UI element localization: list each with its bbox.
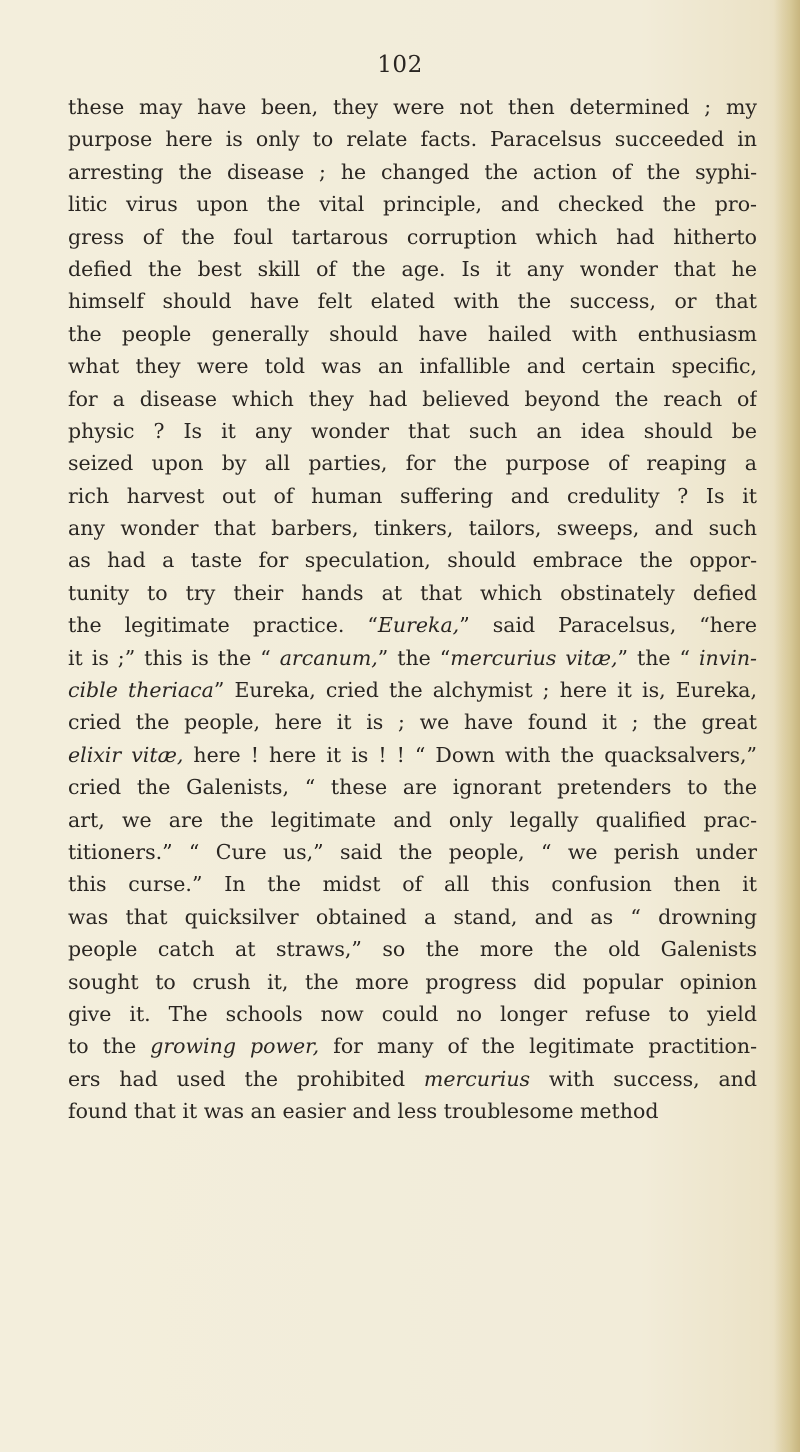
text-run: ” Eureka, cried the alchymist ; here it is, Eureka, <box>213 678 757 703</box>
page-number: 102 <box>377 52 423 78</box>
text-line <box>68 188 757 220</box>
text-run: with success, and <box>530 1066 757 1091</box>
text-line <box>68 480 757 512</box>
text-line <box>68 674 757 706</box>
text-line <box>68 123 757 155</box>
text-line <box>68 415 757 447</box>
text-line <box>68 933 757 965</box>
italic-text-run: growing power, <box>150 1034 320 1059</box>
text-run: cried the people, here it is ; we have found it ; the great <box>68 710 757 735</box>
text-line <box>68 447 757 479</box>
text-run: was that quicksilver obtained a stand, and as “ drowning <box>68 904 757 929</box>
italic-text-run: Eureka, <box>377 613 460 638</box>
text-run: these may have been, they were not then determined ; my <box>68 95 757 119</box>
text-line <box>68 1030 757 1062</box>
text-run: to the <box>68 1034 151 1059</box>
text-run: give it. The schools now could no longer refuse to yield <box>68 1001 757 1026</box>
text-line <box>68 804 757 836</box>
text-run: defied the best skill of the age. Is it any wonder that he <box>68 256 757 281</box>
text-run: tunity to try their hands at that which obstinately defied <box>68 580 757 605</box>
text-run: what they were told was an infallible and certain specific, <box>68 354 757 379</box>
text-line <box>68 739 757 771</box>
page-edge-shadow <box>774 0 800 1452</box>
text-run: for a disease which they had believed beyond the reach of <box>68 386 757 411</box>
text-run: ers had used the prohibited <box>68 1066 424 1091</box>
text-line <box>68 1063 757 1095</box>
text-line <box>68 836 757 868</box>
text-run: physic ? Is it any wonder that such an idea should be <box>68 418 757 443</box>
text-line <box>68 771 757 803</box>
text-run: ” said Paracelsus, “here <box>459 613 757 638</box>
text-run: gress of the foul tartarous corruption which had hitherto <box>68 224 757 249</box>
italic-text-run: invin- <box>698 645 757 670</box>
text-run: sought to crush it, the more progress did popular opinion <box>68 969 757 994</box>
text-run: ” the “ <box>617 645 699 670</box>
text-line <box>68 91 757 123</box>
text-run: litic virus upon the vital principle, and checked the pro- <box>68 192 757 217</box>
text-run: for many of the legitimate practition- <box>319 1034 757 1059</box>
text-run: arresting the disease ; he changed the action of the syphi- <box>68 159 757 184</box>
text-run: seized upon by all parties, for the purpose of reaping a <box>68 451 757 476</box>
text-line <box>68 1095 757 1127</box>
text-line <box>68 318 757 350</box>
text-run: purpose here is only to relate facts. Paracelsus succeeded in <box>68 127 757 152</box>
text-line <box>68 221 757 253</box>
text-run: the people generally should have hailed with enthusiasm <box>68 321 757 346</box>
text-run: any wonder that barbers, tinkers, tailors, sweeps, and such <box>68 516 757 541</box>
text-line <box>68 253 757 285</box>
text-line <box>68 285 757 317</box>
text-line <box>68 609 757 641</box>
body-paragraph <box>68 91 757 1128</box>
text-line <box>68 998 757 1030</box>
text-line <box>68 868 757 900</box>
text-line <box>68 512 757 544</box>
text-run: cried the Galenists, “ these are ignorant pretenders to the <box>68 775 757 800</box>
text-run: this curse.” In the midst of all this confusion then it <box>68 872 757 897</box>
italic-text-run: arcanum, <box>279 645 378 670</box>
text-run: art, we are the legitimate and only legally qualified prac- <box>68 807 757 832</box>
text-line <box>68 544 757 576</box>
text-run: rich harvest out of human suffering and credulity ? Is it <box>68 483 757 508</box>
text-line <box>68 383 757 415</box>
italic-text-run: mercurius <box>423 1066 531 1091</box>
text-line <box>68 966 757 998</box>
text-run: as had a taste for speculation, should embrace the oppor- <box>68 548 757 573</box>
text-line <box>68 156 757 188</box>
text-line <box>68 350 757 382</box>
italic-text-run: mercurius vitæ, <box>450 645 618 670</box>
italic-text-run: cible theriaca <box>68 678 214 703</box>
text-line <box>68 577 757 609</box>
text-run: found that it was an easier and less troublesome method <box>68 1099 659 1124</box>
text-line <box>68 706 757 738</box>
text-run: people catch at straws,” so the more the old Galenists <box>68 937 757 962</box>
text-run: the legitimate practice. “ <box>68 613 378 638</box>
text-run: it is ;” this is the “ <box>68 645 280 670</box>
text-run: himself should have felt elated with the success, or that <box>68 289 757 314</box>
text-line <box>68 901 757 933</box>
text-line <box>68 642 757 674</box>
text-run: here ! here it is ! ! “ Down with the quacksalvers,” <box>183 742 757 767</box>
italic-text-run: elixir vitæ, <box>68 742 184 767</box>
text-run: ” the “ <box>377 645 451 670</box>
text-run: titioners.” “ Cure us,” said the people, “ we perish under <box>68 839 757 864</box>
